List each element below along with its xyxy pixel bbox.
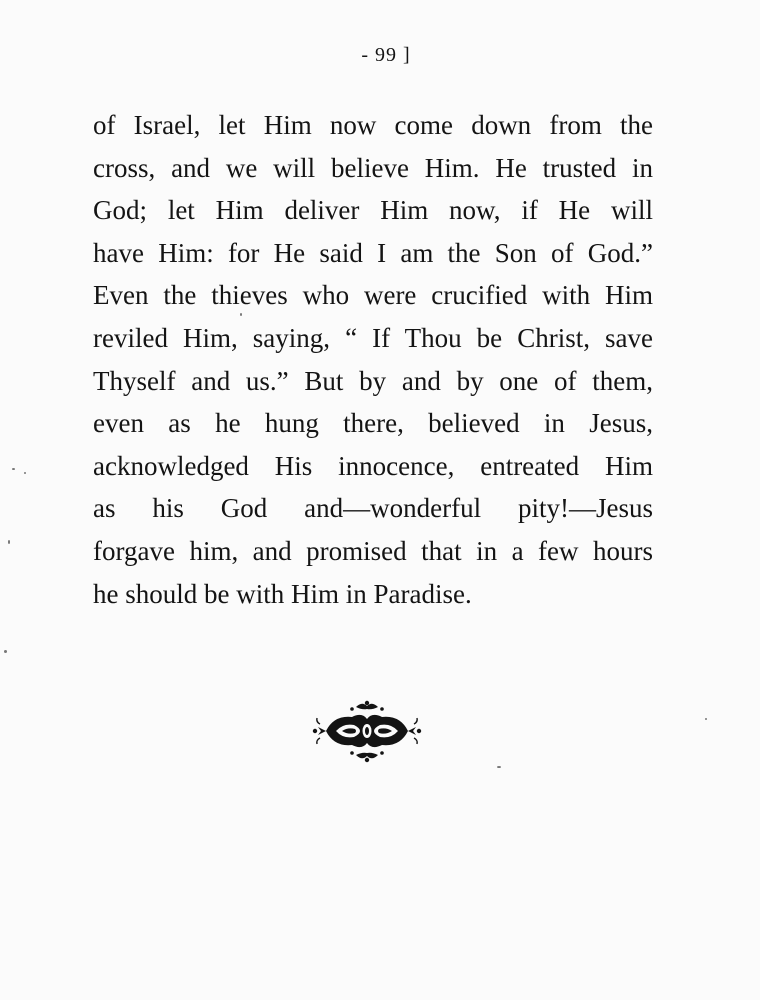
scan-speck: [4, 650, 7, 653]
text-line: forgave him, and promised that in a few hours: [93, 535, 653, 566]
floral-ornament-icon: [312, 698, 422, 764]
body-text: [93, 104, 653, 615]
scan-speck: [497, 766, 501, 768]
scan-speck: [24, 472, 26, 474]
text-line: Even the thieves who were crucified with Him: [93, 280, 653, 311]
text-line: cross, and we will believe Him. He trusted in: [93, 152, 653, 183]
text-line: of Israel, let Him now come down from the: [93, 110, 653, 140]
text-line: acknowledged His innocence, entreated Him: [93, 450, 653, 481]
text-line: even as he hung there, believed in Jesus,: [93, 408, 653, 439]
text-line: have Him: for He said I am the Son of God.”: [93, 237, 653, 268]
text-line: Thyself and us.” But by and by one of them,: [93, 365, 653, 396]
text-line-last: he should be with Him in Paradise.: [93, 578, 472, 609]
text-line: reviled Him, saying, “ If Thou be Christ, save: [93, 322, 653, 353]
scan-speck: [705, 718, 707, 720]
scan-speck: [8, 540, 10, 544]
scan-speck: [12, 468, 15, 470]
text-line: as his God and—wonderful pity!—Jesus: [93, 493, 653, 524]
text-line: God; let Him deliver Him now, if He will: [93, 195, 653, 226]
page-number: - 99 ]: [361, 44, 411, 66]
scan-speck: [240, 313, 242, 316]
